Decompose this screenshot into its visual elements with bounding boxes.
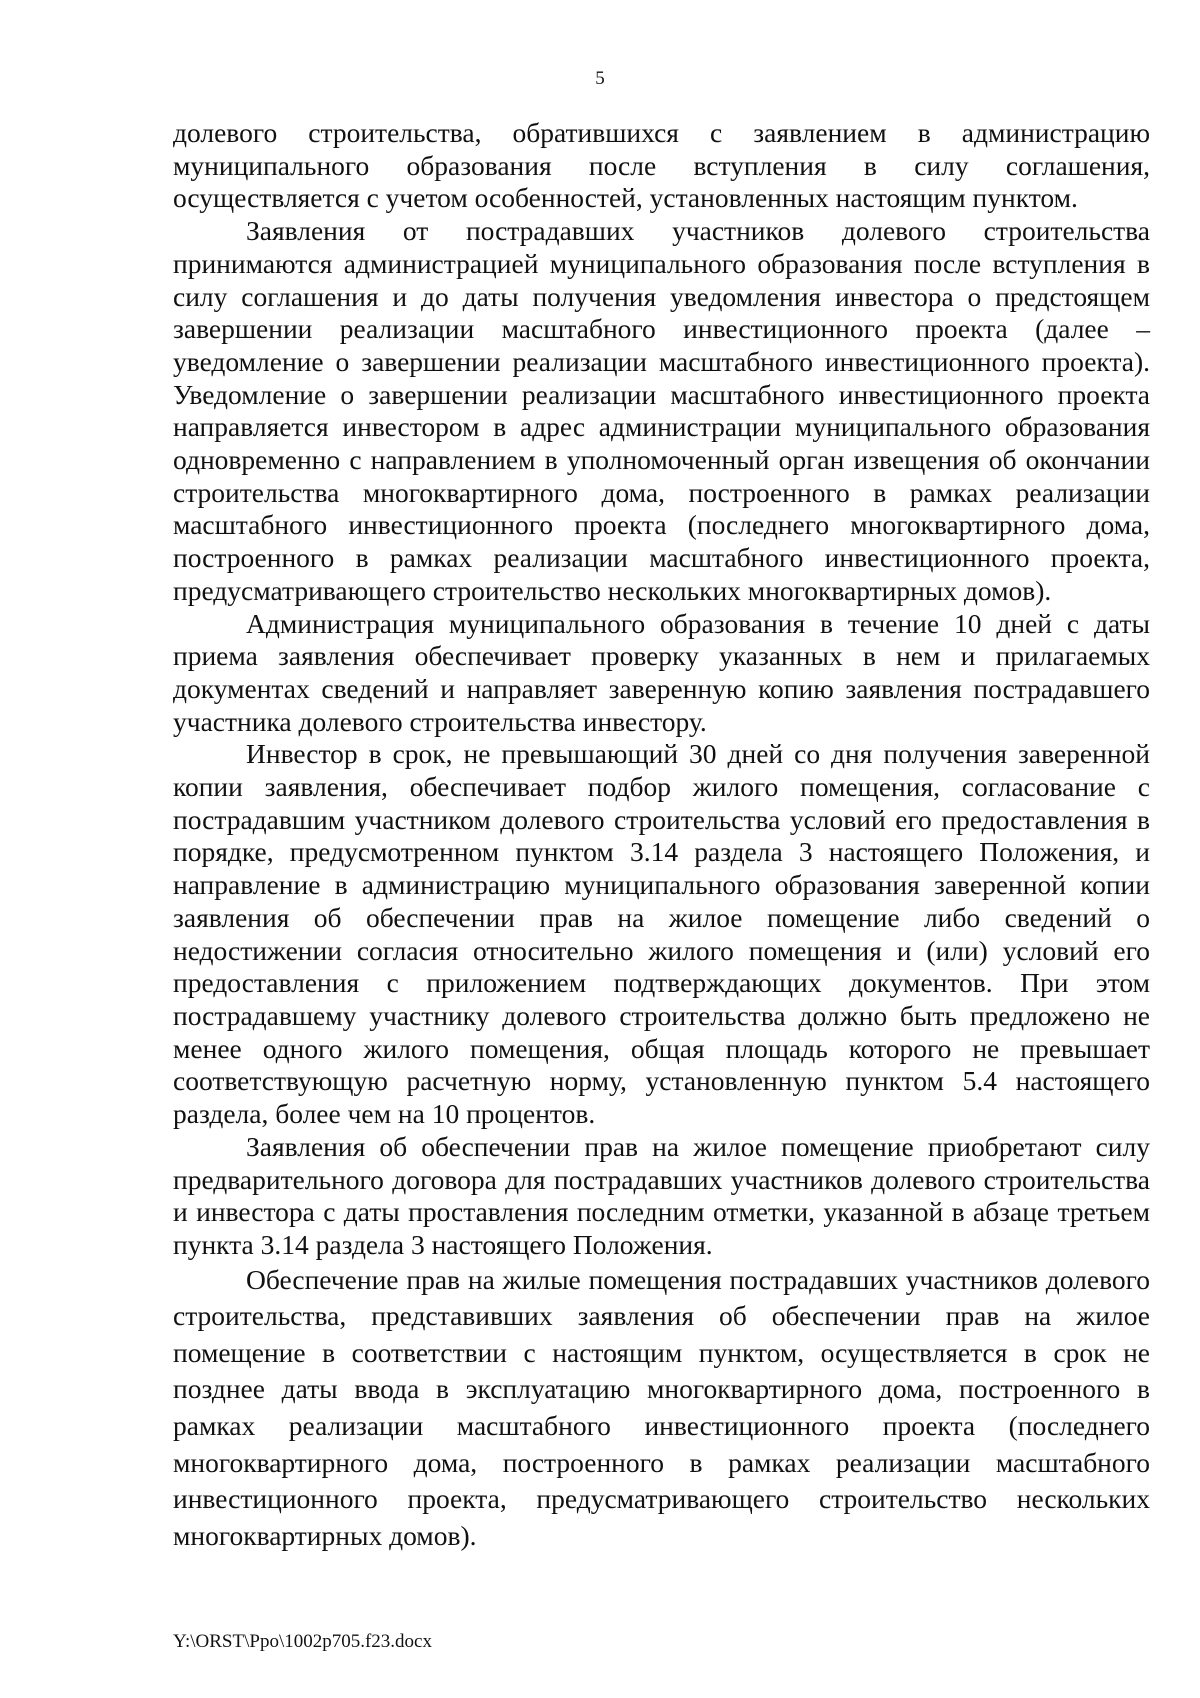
paragraph-applications-acceptance: Заявления от пострадавших участников долевого строительства принимаются администрацией муниципального образования после вступления в силу соглашения и до даты получения уведомления инвестора о предстоящем завершении реализации масштабного инвестиционного проекта (далее – уведомление о завершении реализации масштабного инвестиционного проекта). Уведомление о завершении реализации масштабного инвестиционного проекта направляется инвестором в адрес администрации муниципального образования одновременно с направлением в уполномоченный орган извещения об окончании строительства многоквартирного дома, построенного в рамках реализации масштабного инвестиционного проекта (последнего многоквартирного дома, построенного в рамках реализации масштабного инвестиционного проекта, предусматривающего строительство нескольких многоквартирных домов). <box>173 215 1150 606</box>
document-body <box>173 117 1150 1554</box>
file-path-footer: Y:\ORST\Ppo\1002p705.f23.docx <box>173 1631 432 1652</box>
page-number: 5 <box>595 68 605 89</box>
paragraph-rights-provision: Обеспечение прав на жилые помещения пострадавших участников долевого строительства, представивших заявления об обеспечении прав на жилое помещение в соответствии с настоящим пунктом, осуществляется в срок не позднее даты ввода в эксплуатацию многоквартирного дома, построенного в рамках реализации масштабного инвестиционного проекта (последнего многоквартирного дома, построенного в рамках реализации масштабного инвестиционного проекта, предусматривающего строительство нескольких многоквартирных домов). <box>173 1263 1150 1551</box>
paragraph-administration-check: Администрация муниципального образования в течение 10 дней с даты приема заявления обеспечивает проверку указанных в нем и прилагаемых документах сведений и направляет заверенную копию заявления пострадавшего участника долевого строительства инвестору. <box>173 607 1150 737</box>
paragraph-preliminary-contract: Заявления об обеспечении прав на жилое помещение приобретают силу предварительного договора для пострадавших участников долевого строительства и инвестора с даты проставления последним отметки, указанной в абзаце третьем пункта 3.14 раздела 3 настоящего Положения. <box>173 1130 1150 1260</box>
paragraph-investor-obligations: Инвестор в срок, не превышающий 30 дней со дня получения заверенной копии заявления, обеспечивает подбор жилого помещения, согласование с пострадавшим участником долевого строительства условий его предоставления в порядке, предусмотренном пунктом 3.14 раздела 3 настоящего Положения, и направление в администрацию муниципального образования заверенной копии заявления об обеспечении прав на жилое помещение либо сведений о недостижении согласия относительно жилого помещения и (или) условий его предоставления с приложением подтверждающих документов. При этом пострадавшему участнику долевого строительства должно быть предложено не менее одного жилого помещения, общая площадь которого не превышает соответствующую расчетную норму, установленную пунктом 5.4 настоящего раздела, более чем на 10 процентов. <box>173 738 1150 1130</box>
paragraph-continuation: долевого строительства, обратившихся с заявлением в администрацию муниципального образования после вступления в силу соглашения, осуществляется с учетом особенностей, установленных настоящим пунктом. <box>173 117 1150 214</box>
